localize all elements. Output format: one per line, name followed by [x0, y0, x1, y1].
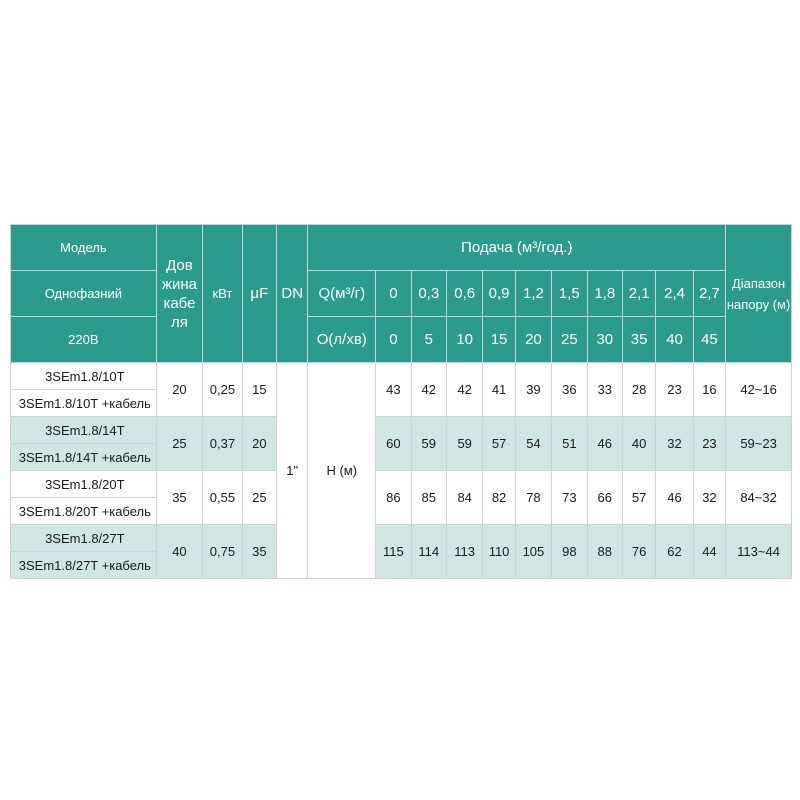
head-value-cell: 59: [411, 417, 446, 471]
head-value-cell: 85: [411, 471, 446, 525]
head-value-cell: 82: [483, 471, 515, 525]
head-label-cell: Н (м): [308, 363, 376, 579]
flow-m3h-value: 1,2: [515, 271, 551, 317]
head-value-cell: 39: [515, 363, 551, 417]
head-value-cell: 32: [656, 417, 693, 471]
cable-length-cell: 25: [156, 417, 203, 471]
head-value-cell: 66: [587, 471, 622, 525]
flow-lmin-value: 5: [411, 317, 446, 363]
head-value-cell: 76: [622, 525, 655, 579]
head-value-cell: 41: [483, 363, 515, 417]
head-range-cell: 113~44: [726, 525, 792, 579]
power-cell: 0,55: [203, 471, 242, 525]
head-value-cell: 44: [693, 525, 725, 579]
capacitor-cell: 35: [242, 525, 276, 579]
capacitor-cell: 15: [242, 363, 276, 417]
flow-lmin-value: 40: [656, 317, 693, 363]
head-value-cell: 86: [376, 471, 411, 525]
head-value-cell: 36: [552, 363, 587, 417]
model-name-cell: 3SEm1.8/14T +кабель: [11, 444, 157, 471]
q-lmin-label: О(л/хв): [308, 317, 376, 363]
pump-spec-table: [10, 224, 792, 579]
head-value-cell: 54: [515, 417, 551, 471]
flow-m3h-value: 1,5: [552, 271, 587, 317]
power-cell: 0,37: [203, 417, 242, 471]
head-value-cell: 84: [446, 471, 482, 525]
flow-title-header: Подача (м³/год.): [308, 225, 726, 271]
head-value-cell: 23: [693, 417, 725, 471]
flow-m3h-value: 0: [376, 271, 411, 317]
flow-m3h-value: 0,9: [483, 271, 515, 317]
cable-length-cell: 35: [156, 471, 203, 525]
model-name-cell: 3SEm1.8/27T: [11, 525, 157, 552]
dn-value-cell: 1": [277, 363, 308, 579]
head-value-cell: 43: [376, 363, 411, 417]
flow-m3h-value: 1,8: [587, 271, 622, 317]
head-value-cell: 28: [622, 363, 655, 417]
flow-m3h-value: 0,3: [411, 271, 446, 317]
model-name-cell: 3SEm1.8/20T +кабель: [11, 498, 157, 525]
flow-lmin-value: 30: [587, 317, 622, 363]
head-value-cell: 114: [411, 525, 446, 579]
capacitor-cell: 25: [242, 471, 276, 525]
head-value-cell: 78: [515, 471, 551, 525]
power-cell: 0,25: [203, 363, 242, 417]
head-value-cell: 40: [622, 417, 655, 471]
head-range-cell: 59~23: [726, 417, 792, 471]
head-value-cell: 115: [376, 525, 411, 579]
power-header: кВт: [203, 225, 242, 363]
model-name-cell: 3SEm1.8/27T +кабель: [11, 552, 157, 579]
head-value-cell: 98: [552, 525, 587, 579]
table-row: [11, 471, 792, 498]
model-header: Модель: [11, 225, 157, 271]
head-value-cell: 46: [587, 417, 622, 471]
q-m3h-label: Q(м³/г): [308, 271, 376, 317]
head-value-cell: 16: [693, 363, 725, 417]
head-value-cell: 59: [446, 417, 482, 471]
head-value-cell: 51: [552, 417, 587, 471]
flow-lmin-value: 15: [483, 317, 515, 363]
head-value-cell: 105: [515, 525, 551, 579]
head-value-cell: 60: [376, 417, 411, 471]
head-value-cell: 88: [587, 525, 622, 579]
table-row: [11, 417, 792, 444]
model-name-cell: 3SEm1.8/20T: [11, 471, 157, 498]
table-row: [11, 525, 792, 552]
capacitor-cell: 20: [242, 417, 276, 471]
head-value-cell: 42: [446, 363, 482, 417]
flow-lmin-value: 10: [446, 317, 482, 363]
flow-lmin-value: 0: [376, 317, 411, 363]
flow-m3h-value: 2,1: [622, 271, 655, 317]
head-value-cell: 110: [483, 525, 515, 579]
cable-length-cell: 40: [156, 525, 203, 579]
head-value-cell: 46: [656, 471, 693, 525]
head-value-cell: 32: [693, 471, 725, 525]
table-row: [11, 363, 792, 390]
cable-length-header: Дов жина кабе ля: [156, 225, 203, 363]
flow-m3h-value: 2,4: [656, 271, 693, 317]
head-range-cell: 84~32: [726, 471, 792, 525]
head-value-cell: 113: [446, 525, 482, 579]
flow-m3h-value: 2,7: [693, 271, 725, 317]
model-name-cell: 3SEm1.8/10T: [11, 363, 157, 390]
dn-header: DN: [277, 225, 308, 363]
voltage-header: 220В: [11, 317, 157, 363]
flow-lmin-value: 45: [693, 317, 725, 363]
head-value-cell: 42: [411, 363, 446, 417]
head-value-cell: 33: [587, 363, 622, 417]
head-value-cell: 62: [656, 525, 693, 579]
model-name-cell: 3SEm1.8/14T: [11, 417, 157, 444]
power-cell: 0,75: [203, 525, 242, 579]
capacitor-header: μF: [242, 225, 276, 363]
flow-m3h-value: 0,6: [446, 271, 482, 317]
head-range-header: Діапазон напору (м): [726, 225, 792, 363]
head-range-cell: 42~16: [726, 363, 792, 417]
flow-lmin-value: 25: [552, 317, 587, 363]
flow-lmin-value: 20: [515, 317, 551, 363]
head-value-cell: 57: [622, 471, 655, 525]
head-value-cell: 57: [483, 417, 515, 471]
phase-header: Однофазний: [11, 271, 157, 317]
flow-lmin-value: 35: [622, 317, 655, 363]
cable-length-cell: 20: [156, 363, 203, 417]
model-name-cell: 3SEm1.8/10T +кабель: [11, 390, 157, 417]
head-value-cell: 73: [552, 471, 587, 525]
head-value-cell: 23: [656, 363, 693, 417]
